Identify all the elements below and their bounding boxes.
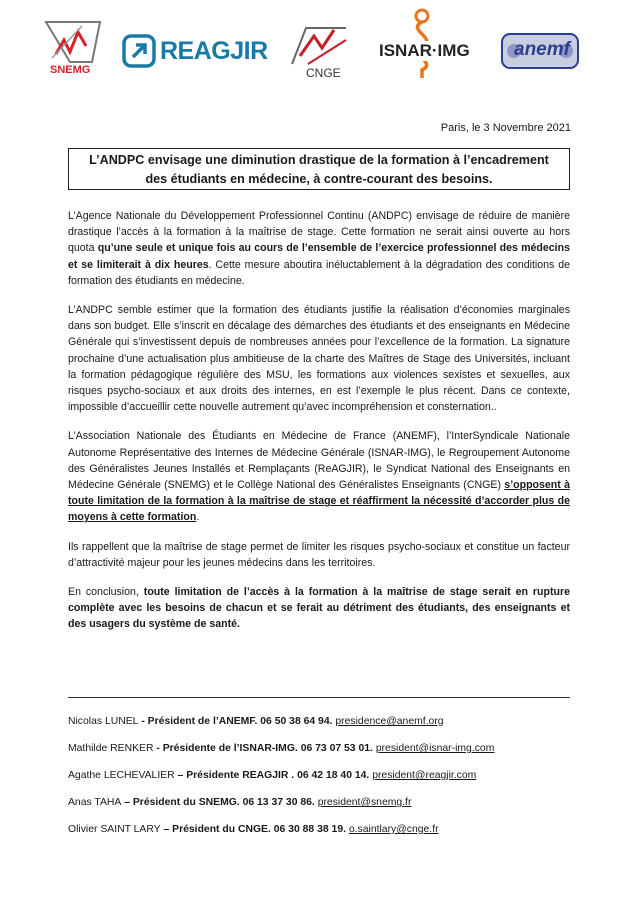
contact-item <box>68 797 570 824</box>
anemf-logo <box>500 30 580 72</box>
arrow-box-icon <box>122 34 156 68</box>
contact-email-link[interactable]: president@snemg.fr <box>317 797 412 808</box>
contact-email-link[interactable]: president@reagjir.com <box>372 770 477 781</box>
contact-role: - Président de l’ANEMF. 06 50 38 64 94. <box>138 716 336 727</box>
cnge-label: CNGE <box>306 66 341 80</box>
contact-email-link[interactable]: o.saintlary@cnge.fr <box>348 824 439 835</box>
snemg-logo <box>42 18 104 78</box>
paragraph-3-outro: . <box>196 511 200 524</box>
contact-role: – Présidente REAGJIR . 06 42 18 40 14. <box>174 770 373 781</box>
contact-role: – Président du CNGE. 06 30 88 38 19. <box>160 824 349 835</box>
press-release-body <box>68 208 570 646</box>
paragraph-2: L’ANDPC semble estimer que la formation des étudiants justifie la réalisation d’économies marginales dans son budget. Elle s’inscrit en décalage des démarches des étudiants et des enseignants en Médecine Générale qui s’investissent depuis de nombreuses années pour l’excellence de la formation. La signature prochaine d’une actualisation plus ambitieuse de la charte des Maîtres de Stage des Universités, incluant la formation pédagogique régulière des MSU, les formations aux violences sexistes et sexuelles, aux risques psycho-sociaux et aux droits des internes, en est l’exemple le plus récent. Dans ce contexte, impossible d’accueillir cette nouvelle autrement qu’avec incompréhension et consternation.. <box>68 304 570 414</box>
contact-item <box>68 743 570 770</box>
contact-email-link[interactable]: presidence@anemf.org <box>335 716 444 727</box>
contacts-divider <box>68 697 570 698</box>
contact-item <box>68 716 570 743</box>
snemg-emblem-icon <box>42 18 104 66</box>
contact-name: Nicolas LUNEL <box>68 716 139 727</box>
paragraph-1-intro: L’Agence Nationale du Développement Professionnel Continu (ANDPC) envisage de réduire de manière drastique l’accès à la formation à la maîtrise de stage. Cette formation ne serait ainsi ouverte au hors quota <box>68 210 570 255</box>
contact-item <box>68 770 570 797</box>
isnar-img-label: ISNAR·IMG <box>379 41 470 60</box>
reagjir-label-agjir: AGJIR <box>193 37 268 65</box>
anemf-label: anemf <box>514 39 570 60</box>
contact-role: – Président du SNEMG. 06 13 37 30 86. <box>121 797 318 808</box>
paragraph-1-outro: . Cette mesure aboutira inéluctablement à la dégradation des conditions de formation des étudiants en médecine. <box>68 258 571 287</box>
contact-name: Anas TAHA <box>68 797 122 808</box>
press-release-title <box>68 148 570 190</box>
paragraph-1-emphasis: qu’une seule et unique fois au cours de l’ensemble de l’exercice professionnel des médecins et se limiterait à dix heures <box>68 242 570 271</box>
contact-name: Agathe LECHEVALIER <box>68 770 175 781</box>
contact-name: Olivier SAINT LARY <box>68 824 161 835</box>
title-line-2: des étudiants en médecine, à contre-courant des besoins. <box>145 172 493 186</box>
paragraph-3 <box>68 428 570 525</box>
paragraph-4: Ils rappellent que la maîtrise de stage permet de limiter les risques psycho-sociaux et constitue un facteur d’attractivité majeur pour les jeunes médecins dans les territoires. <box>68 540 570 569</box>
title-line-1: L’ANDPC envisage une diminution drastique de la formation à l’encadrement <box>89 153 549 167</box>
logo-banner <box>0 8 639 78</box>
cnge-logo <box>284 22 354 82</box>
reagjir-label-re: RE <box>160 37 194 65</box>
contact-role: - Présidente de l’ISNAR-IMG. 06 73 07 53 01. <box>153 743 376 754</box>
contact-email-link[interactable]: president@isnar-img.com <box>375 743 495 754</box>
contact-name: Mathilde RENKER <box>68 743 154 754</box>
contacts-list <box>68 716 570 851</box>
paragraph-5-intro: En conclusion, <box>68 586 144 599</box>
paragraph-3-emphasis: s’opposent à toute limitation de la formation à la maîtrise de stage et réaffirment la nécessité d’accorder plus de moyens à cette formation <box>68 479 571 524</box>
isnar-img-logo <box>378 8 474 88</box>
paragraph-5 <box>68 584 570 633</box>
snemg-label: SNEMG <box>50 64 91 76</box>
contact-item <box>68 824 570 851</box>
reagjir-label <box>160 37 268 66</box>
paragraph-5-emphasis: toute limitation de l’accès à la formation à la maîtrise de stage serait en rupture complète avec les besoins de chacun et se ferait au détriment des étudiants, des enseignants et des usagers du système de santé. <box>68 586 570 631</box>
paragraph-1 <box>68 208 570 289</box>
paragraph-3-intro: L’Association Nationale des Étudiants en Médecine de France (ANEMF), l’InterSyndicale Nationale Autonome Représentative des Internes de Médecine Générale (ISNAR-IMG), le Regroupement Autonome des Généralistes Jeunes Installés et Remplaçants (ReAGJIR), le Syndicat National des Enseignants en Médecine Générale (SNEMG) et le Collège National des Généralistes Enseignants (CNGE) <box>68 430 570 492</box>
cnge-emblem-icon <box>284 22 354 68</box>
document-date: Paris, le 3 Novembre 2021 <box>440 122 571 134</box>
reagjir-logo <box>122 34 268 70</box>
